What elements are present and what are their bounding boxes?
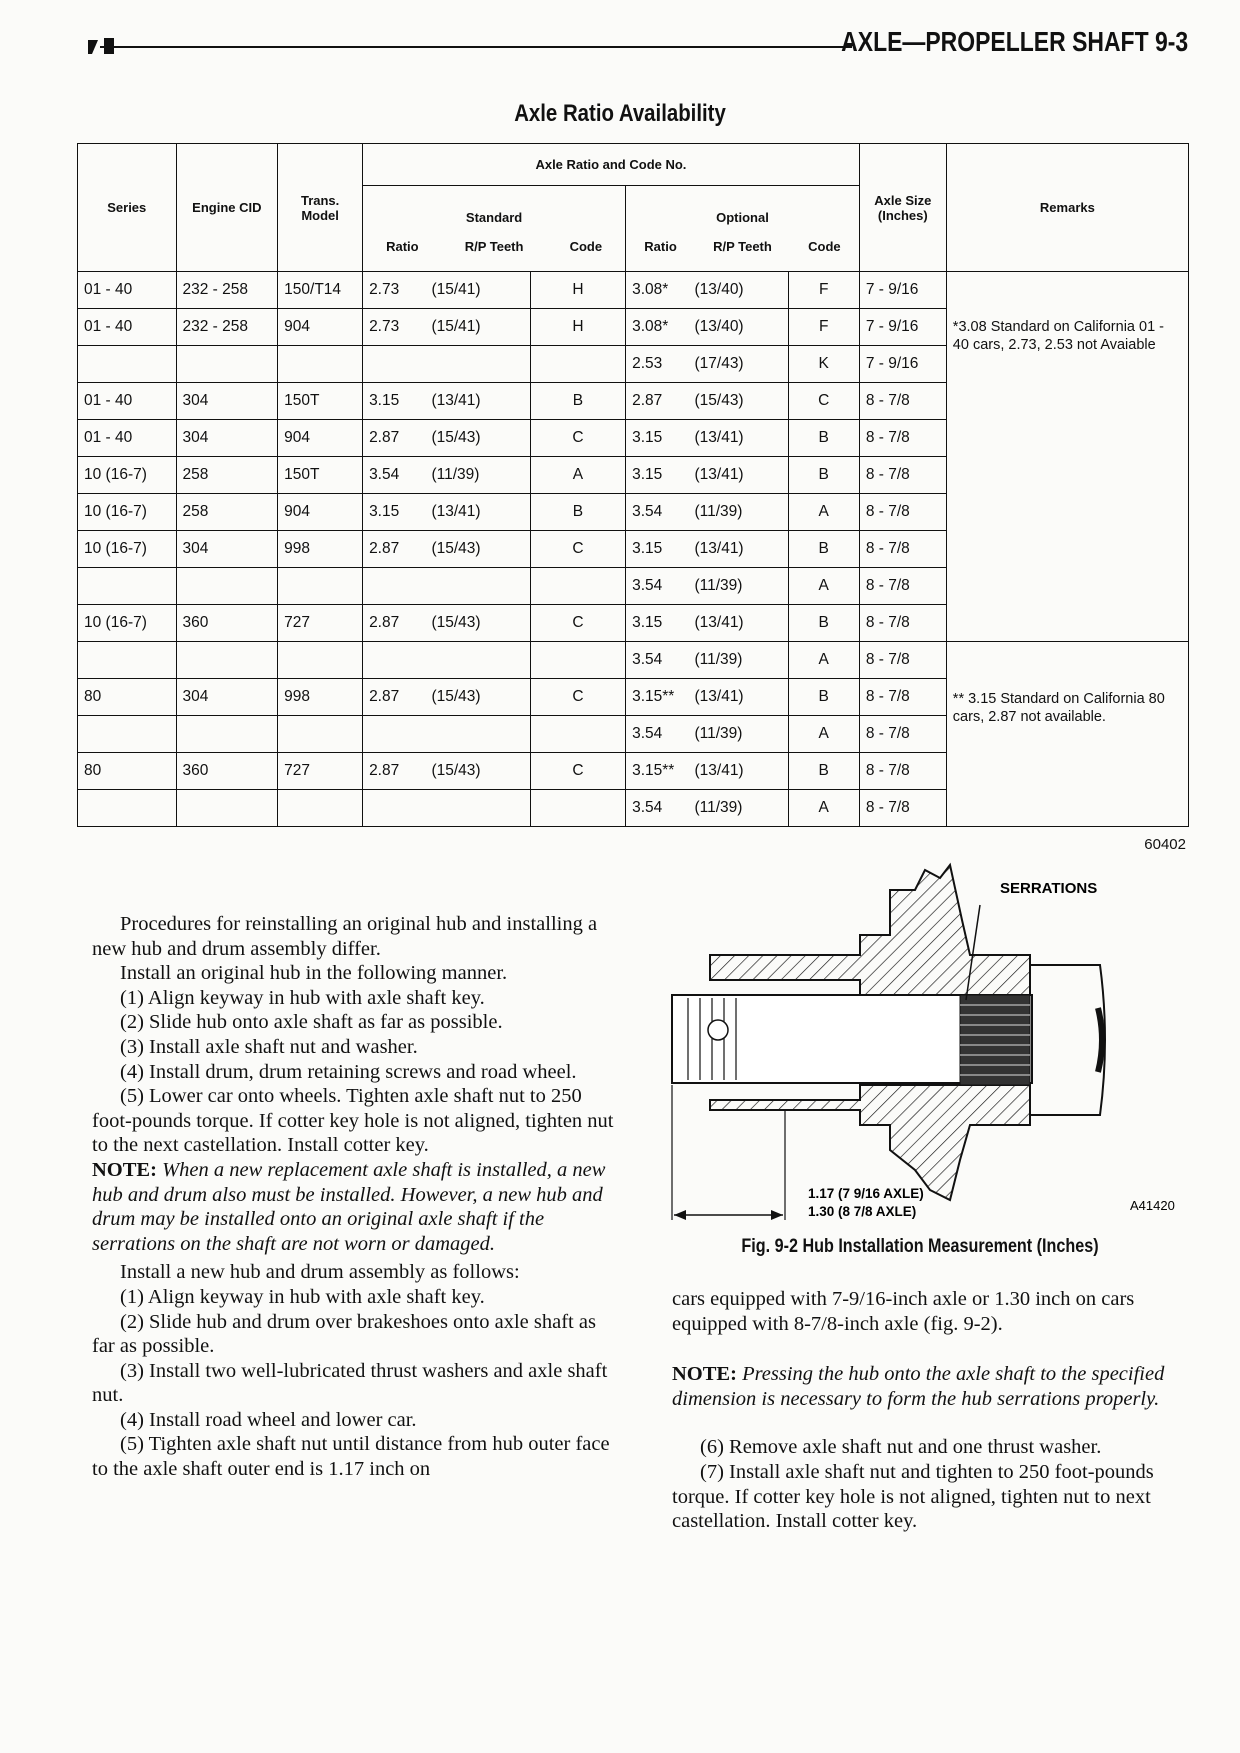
- remarks-1: *3.08 Standard on California 01 - 40 cars, 2.73, 2.53 not Avaiable: [946, 272, 1188, 642]
- cell-engine: 360: [176, 753, 278, 790]
- cell-opt-ratio: 3.08*: [626, 272, 689, 309]
- cell-trans: 727: [278, 605, 363, 642]
- cell-series: [78, 790, 177, 827]
- cell-opt-code: C: [788, 383, 859, 420]
- cell-engine: 304: [176, 420, 278, 457]
- cell-axle-size: 8 - 7/8: [859, 679, 946, 716]
- cell-trans: [278, 346, 363, 383]
- header-engine: Engine CID: [176, 144, 278, 272]
- cell-opt-rp: (13/41): [688, 531, 788, 568]
- cell-std-code: C: [530, 605, 625, 642]
- cell-trans: 998: [278, 531, 363, 568]
- cell-axle-size: 8 - 7/8: [859, 716, 946, 753]
- cell-std-rp: [425, 790, 530, 827]
- cell-trans: [278, 716, 363, 753]
- cell-std-ratio: [363, 790, 426, 827]
- cell-opt-code: B: [788, 679, 859, 716]
- cell-opt-code: F: [788, 272, 859, 309]
- hub-upper-section: [710, 865, 1030, 995]
- cell-engine: 304: [176, 531, 278, 568]
- cotter-key-hole: [708, 1020, 728, 1040]
- cell-opt-ratio: 3.15**: [626, 679, 689, 716]
- cell-series: 10 (16-7): [78, 531, 177, 568]
- cell-opt-rp: (11/39): [688, 494, 788, 531]
- cell-std-code: C: [530, 531, 625, 568]
- cell-opt-rp: (13/41): [688, 457, 788, 494]
- cell-opt-rp: (13/40): [688, 309, 788, 346]
- remarks-2: ** 3.15 Standard on California 80 cars, 2.87 not available.: [946, 642, 1188, 827]
- cell-opt-ratio: 3.15: [626, 605, 689, 642]
- step-1: (1) Align keyway in hub with axle shaft key.: [120, 986, 485, 1009]
- cell-axle-size: 8 - 7/8: [859, 790, 946, 827]
- header-rule: [100, 46, 852, 48]
- cell-series: 01 - 40: [78, 272, 177, 309]
- cell-axle-size: 8 - 7/8: [859, 753, 946, 790]
- new-step-3: (3) Install two well-lubricated thrust washers and axle shaft nut.: [92, 1359, 608, 1407]
- figure-id: A41420: [1130, 1198, 1175, 1213]
- cell-engine: 232 - 258: [176, 272, 278, 309]
- note-label: NOTE:: [92, 1158, 157, 1181]
- cell-opt-ratio: 2.53: [626, 346, 689, 383]
- cell-std-ratio: 2.87: [363, 531, 426, 568]
- header-std-ratio: Ratio: [386, 238, 419, 254]
- cell-std-code: [530, 568, 625, 605]
- cell-opt-code: B: [788, 420, 859, 457]
- cell-std-rp: (15/43): [425, 679, 530, 716]
- cell-engine: [176, 568, 278, 605]
- cell-series: 10 (16-7): [78, 605, 177, 642]
- table-row: [78, 642, 1189, 679]
- cell-std-code: B: [530, 494, 625, 531]
- cell-std-ratio: [363, 568, 426, 605]
- cell-opt-ratio: 3.54: [626, 790, 689, 827]
- cell-axle-size: 7 - 9/16: [859, 272, 946, 309]
- cell-opt-rp: (17/43): [688, 346, 788, 383]
- cell-std-code: H: [530, 309, 625, 346]
- step-6: (6) Remove axle shaft nut and one thrust washer.: [700, 1436, 1102, 1459]
- cell-std-ratio: 3.54: [363, 457, 426, 494]
- cell-trans: [278, 642, 363, 679]
- cell-opt-rp: (11/39): [688, 716, 788, 753]
- cell-std-ratio: 2.73: [363, 272, 426, 309]
- header-group: Axle Ratio and Code No.: [363, 144, 860, 186]
- cell-engine: 258: [176, 494, 278, 531]
- header-trans: Trans. Model: [278, 144, 363, 272]
- cell-opt-rp: (15/43): [688, 383, 788, 420]
- cell-std-ratio: [363, 716, 426, 753]
- cell-engine: 304: [176, 679, 278, 716]
- header-opt-rp: R/P Teeth: [713, 238, 772, 254]
- cell-axle-size: 8 - 7/8: [859, 531, 946, 568]
- note-label: NOTE:: [672, 1363, 737, 1386]
- cell-std-rp: [425, 716, 530, 753]
- cell-std-rp: (15/43): [425, 753, 530, 790]
- cell-std-code: [530, 642, 625, 679]
- cell-std-ratio: 2.87: [363, 753, 426, 790]
- cell-opt-ratio: 3.54: [626, 642, 689, 679]
- new-step-4: (4) Install road wheel and lower car.: [120, 1408, 417, 1431]
- cell-engine: 360: [176, 605, 278, 642]
- table-body: [78, 272, 1189, 827]
- cell-opt-ratio: 3.15: [626, 457, 689, 494]
- cell-std-code: [530, 716, 625, 753]
- step-5: (5) Lower car onto wheels. Tighten axle shaft nut to 250 foot-pounds torque. If cotter key hole is not aligned, tighten nut to the next castellation. Install cotter key.: [92, 1085, 614, 1157]
- cell-trans: 150/T14: [278, 272, 363, 309]
- header-remarks: Remarks: [946, 144, 1188, 272]
- cell-opt-rp: (11/39): [688, 642, 788, 679]
- cell-std-code: B: [530, 383, 625, 420]
- cell-trans: 727: [278, 753, 363, 790]
- hub-lower-section: [710, 1085, 1030, 1200]
- step-3: (3) Install axle shaft nut and washer.: [120, 1035, 418, 1058]
- cell-trans: [278, 790, 363, 827]
- cell-opt-code: F: [788, 309, 859, 346]
- dimension-label-2: 1.30 (8 7/8 AXLE): [808, 1204, 917, 1219]
- cell-opt-rp: (13/41): [688, 679, 788, 716]
- serrations-label: SERRATIONS: [1000, 880, 1098, 897]
- cell-std-ratio: [363, 642, 426, 679]
- cell-engine: [176, 346, 278, 383]
- cell-series: 80: [78, 753, 177, 790]
- cell-axle-size: 7 - 9/16: [859, 346, 946, 383]
- cell-axle-size: 8 - 7/8: [859, 568, 946, 605]
- cell-opt-ratio: 3.54: [626, 494, 689, 531]
- cell-opt-ratio: 3.15**: [626, 753, 689, 790]
- cell-opt-rp: (13/41): [688, 753, 788, 790]
- header-opt-ratio: Ratio: [644, 238, 677, 254]
- new-step-1: (1) Align keyway in hub with axle shaft key.: [120, 1285, 485, 1308]
- cell-std-rp: (15/43): [425, 531, 530, 568]
- cell-axle-size: 8 - 7/8: [859, 605, 946, 642]
- cell-std-ratio: 2.87: [363, 679, 426, 716]
- cell-opt-ratio: 2.87: [626, 383, 689, 420]
- cell-std-ratio: 3.15: [363, 494, 426, 531]
- cell-std-code: C: [530, 420, 625, 457]
- cell-std-rp: [425, 346, 530, 383]
- cell-series: 10 (16-7): [78, 494, 177, 531]
- cell-std-rp: [425, 568, 530, 605]
- step-2: (2) Slide hub onto axle shaft as far as possible.: [120, 1011, 503, 1034]
- cell-opt-ratio: 3.08*: [626, 309, 689, 346]
- step-7: (7) Install axle shaft nut and tighten to 250 foot-pounds torque. If cotter key hole is not aligned, tighten nut to next castellation. Install cotter key.: [672, 1460, 1154, 1533]
- cell-series: [78, 716, 177, 753]
- cell-std-code: A: [530, 457, 625, 494]
- cell-series: 80: [78, 679, 177, 716]
- page-header-title: AXLE—PROPELLER SHAFT 9-3: [840, 26, 1188, 57]
- table-ref-number: 60402: [1144, 836, 1186, 853]
- cell-opt-code: B: [788, 753, 859, 790]
- cell-std-rp: (15/41): [425, 309, 530, 346]
- left-column: [92, 912, 616, 1482]
- cell-opt-code: A: [788, 568, 859, 605]
- cell-std-ratio: 3.15: [363, 383, 426, 420]
- cell-std-ratio: 2.87: [363, 605, 426, 642]
- paragraph: cars equipped with 7-9/16-inch axle or 1.30 inch on cars equipped with 8-7/8-inch axle (fig. 9-2).: [672, 1288, 1135, 1335]
- dimension-label-1: 1.17 (7 9/16 AXLE): [808, 1186, 924, 1201]
- cell-engine: 304: [176, 383, 278, 420]
- cell-trans: 150T: [278, 457, 363, 494]
- header-axle-size: Axle Size (Inches): [859, 144, 946, 272]
- cell-opt-rp: (13/40): [688, 272, 788, 309]
- note: [92, 1158, 616, 1256]
- cell-engine: [176, 716, 278, 753]
- axle-ratio-table: [77, 143, 1189, 827]
- header-optional: Optional: [716, 209, 769, 225]
- cell-std-code: C: [530, 679, 625, 716]
- cell-axle-size: 8 - 7/8: [859, 642, 946, 679]
- new-step-5: (5) Tighten axle shaft nut until distance from hub outer face to the axle shaft outer end is 1.17 inch on: [92, 1433, 610, 1481]
- serrations-shape: [960, 995, 1030, 1085]
- cell-engine: [176, 790, 278, 827]
- cell-series: [78, 642, 177, 679]
- cell-std-code: C: [530, 753, 625, 790]
- cell-series: 01 - 40: [78, 383, 177, 420]
- cell-opt-code: B: [788, 605, 859, 642]
- cell-engine: [176, 642, 278, 679]
- cell-axle-size: 7 - 9/16: [859, 309, 946, 346]
- paragraph: Install an original hub in the following manner.: [120, 962, 508, 985]
- cell-opt-code: A: [788, 790, 859, 827]
- cell-opt-code: A: [788, 494, 859, 531]
- table-title: Axle Ratio Availability: [514, 100, 726, 127]
- note: [672, 1362, 1200, 1411]
- new-step-2: (2) Slide hub and drum over brakeshoes onto axle shaft as far as possible.: [92, 1310, 596, 1358]
- cell-std-rp: (15/43): [425, 420, 530, 457]
- cell-series: [78, 568, 177, 605]
- cell-series: 01 - 40: [78, 420, 177, 457]
- cell-opt-code: K: [788, 346, 859, 383]
- cell-trans: [278, 568, 363, 605]
- cell-axle-size: 8 - 7/8: [859, 420, 946, 457]
- right-column: [672, 1287, 1200, 1534]
- header-series: Series: [78, 144, 177, 272]
- cell-trans: 904: [278, 494, 363, 531]
- cell-opt-code: B: [788, 531, 859, 568]
- cell-std-ratio: 2.87: [363, 420, 426, 457]
- note-text: Pressing the hub onto the axle shaft to the specified dimension is necessary to form the hub serrations properly.: [672, 1363, 1165, 1410]
- cell-axle-size: 8 - 7/8: [859, 383, 946, 420]
- cell-engine: 258: [176, 457, 278, 494]
- cell-opt-ratio: 3.15: [626, 531, 689, 568]
- cell-std-code: [530, 790, 625, 827]
- cell-opt-ratio: 3.15: [626, 420, 689, 457]
- cell-series: 10 (16-7): [78, 457, 177, 494]
- cell-axle-size: 8 - 7/8: [859, 494, 946, 531]
- figure-caption: Fig. 9-2 Hub Installation Measurement (Inches): [741, 1236, 1099, 1257]
- cell-std-rp: (11/39): [425, 457, 530, 494]
- cell-std-code: [530, 346, 625, 383]
- cell-series: [78, 346, 177, 383]
- step-4: (4) Install drum, drum retaining screws and road wheel.: [120, 1060, 577, 1083]
- cell-std-ratio: [363, 346, 426, 383]
- header-standard: Standard: [465, 209, 523, 225]
- cell-std-rp: [425, 642, 530, 679]
- cell-std-rp: (15/41): [425, 272, 530, 309]
- cell-opt-code: A: [788, 716, 859, 753]
- cell-std-rp: (13/41): [425, 494, 530, 531]
- cell-axle-size: 8 - 7/8: [859, 457, 946, 494]
- cell-trans: 150T: [278, 383, 363, 420]
- cell-opt-ratio: 3.54: [626, 716, 689, 753]
- cell-opt-rp: (11/39): [688, 568, 788, 605]
- cell-opt-rp: (11/39): [688, 790, 788, 827]
- cell-opt-code: B: [788, 457, 859, 494]
- note-text: When a new replacement axle shaft is installed, a new hub and drum also must be installed. However, a new hub and drum may be installed onto an original axle shaft if the serrations on the shaft are not worn or damaged.: [92, 1158, 606, 1255]
- table-row: [78, 272, 1189, 309]
- header-std-code: Code: [569, 238, 603, 254]
- cell-std-rp: (13/41): [425, 383, 530, 420]
- cell-std-rp: (15/43): [425, 605, 530, 642]
- cell-series: 01 - 40: [78, 309, 177, 346]
- hub-installation-figure: [660, 860, 1200, 1230]
- cell-opt-rp: (13/41): [688, 420, 788, 457]
- header-opt-code: Code: [808, 238, 841, 254]
- cell-opt-ratio: 3.54: [626, 568, 689, 605]
- cell-engine: 232 - 258: [176, 309, 278, 346]
- header-std-rp: R/P Teeth: [464, 238, 524, 254]
- cell-std-ratio: 2.73: [363, 309, 426, 346]
- cell-std-code: H: [530, 272, 625, 309]
- cell-trans: 998: [278, 679, 363, 716]
- paragraph: Procedures for reinstalling an original hub and installing a new hub and drum assembly differ.: [92, 913, 598, 960]
- cell-trans: 904: [278, 309, 363, 346]
- cell-trans: 904: [278, 420, 363, 457]
- cell-opt-rp: (13/41): [688, 605, 788, 642]
- cell-opt-code: A: [788, 642, 859, 679]
- paragraph: Install a new hub and drum assembly as follows:: [120, 1261, 520, 1284]
